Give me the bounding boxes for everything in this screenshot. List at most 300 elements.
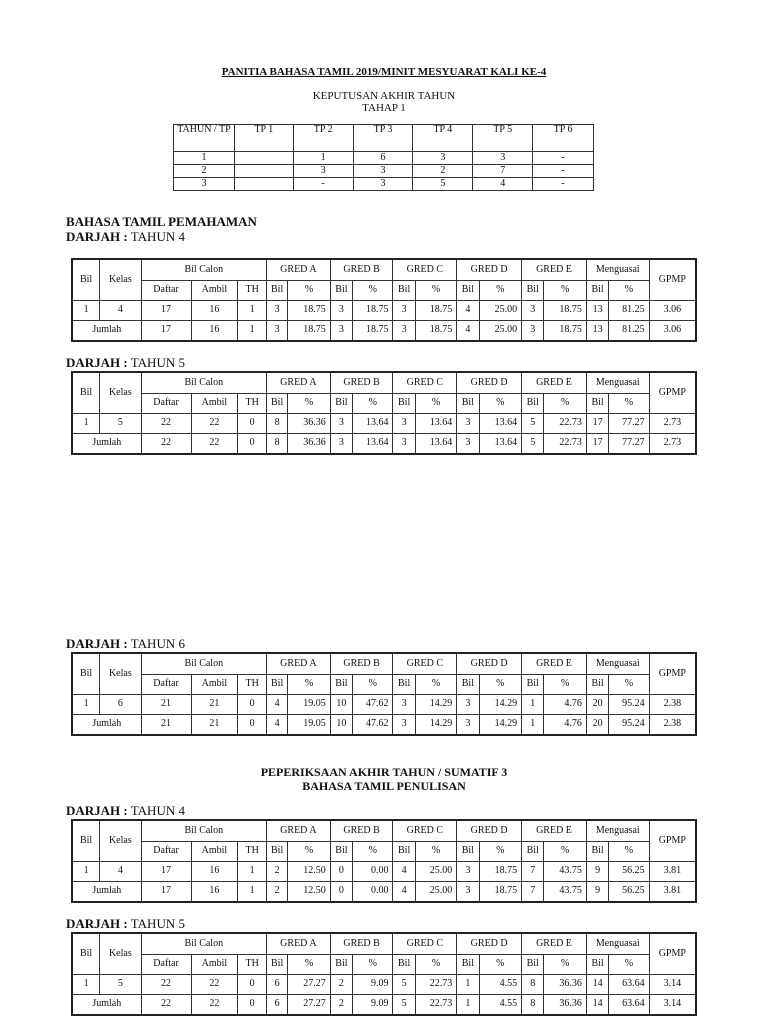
table-row xyxy=(72,862,696,882)
col-header-gred-d: GRED D xyxy=(457,653,522,675)
col-header-bil: Bil xyxy=(330,675,352,695)
darjah-label-3 xyxy=(66,636,185,652)
col-header-gpmp: GPMP xyxy=(649,933,696,975)
darjah-value: TAHUN 5 xyxy=(130,355,185,370)
total-cell: 0 xyxy=(330,882,352,903)
tp-cell: - xyxy=(293,178,353,191)
result-table xyxy=(71,932,697,1016)
total-cell: 19.05 xyxy=(288,715,331,736)
total-cell: 22 xyxy=(191,434,238,455)
total-cell: 4.55 xyxy=(479,995,522,1016)
total-cell: 0.00 xyxy=(353,882,393,903)
total-cell: 81.25 xyxy=(609,321,649,342)
data-cell: 3 xyxy=(330,414,352,434)
col-header-bil: Bil xyxy=(267,675,288,695)
data-cell: 77.27 xyxy=(609,414,649,434)
total-row xyxy=(72,882,696,903)
tp-cell: 3 xyxy=(353,178,413,191)
col-header-gred-b: GRED B xyxy=(330,653,393,675)
col-header-gred-c: GRED C xyxy=(393,653,457,675)
col-header-percent: % xyxy=(288,675,331,695)
col-header-gred-a: GRED A xyxy=(267,259,331,281)
data-cell: 36.36 xyxy=(544,975,587,995)
data-cell: 1 xyxy=(72,414,100,434)
col-header-gred-c: GRED C xyxy=(393,259,457,281)
total-cell: 0 xyxy=(238,434,267,455)
col-header-ambil: Ambil xyxy=(191,394,238,414)
table-row xyxy=(72,695,696,715)
col-header-percent: % xyxy=(479,281,522,301)
result-table xyxy=(71,652,697,736)
col-header-bil: Bil xyxy=(330,281,352,301)
col-header-bil: Bil xyxy=(522,675,544,695)
data-cell: 4 xyxy=(100,862,141,882)
total-cell: 7 xyxy=(522,882,544,903)
data-cell: 1 xyxy=(238,862,267,882)
data-cell: 18.75 xyxy=(415,301,456,321)
col-header-gred-d: GRED D xyxy=(457,820,522,842)
col-header-percent: % xyxy=(544,675,587,695)
col-header-ambil: Ambil xyxy=(191,281,238,301)
tp-cell: 3 xyxy=(174,178,235,191)
tp-cell: - xyxy=(533,152,594,165)
total-cell: 21 xyxy=(141,715,191,736)
data-cell: 13 xyxy=(586,301,608,321)
col-header-th: TH xyxy=(238,394,267,414)
total-cell: 17 xyxy=(586,434,608,455)
total-cell: 21 xyxy=(191,715,238,736)
col-header-gred-c: GRED C xyxy=(393,372,457,394)
data-cell: 2 xyxy=(267,862,288,882)
total-cell: 3 xyxy=(393,715,415,736)
col-header-percent: % xyxy=(544,955,587,975)
subheader-row xyxy=(72,281,696,301)
data-cell: 18.75 xyxy=(544,301,587,321)
total-cell: 22 xyxy=(141,434,191,455)
data-cell: 47.62 xyxy=(353,695,393,715)
data-cell: 81.25 xyxy=(609,301,649,321)
subtitle-keputusan: KEPUTUSAN AKHIR TAHUN xyxy=(312,90,456,102)
data-cell: 1 xyxy=(522,695,544,715)
col-header-gred-b: GRED B xyxy=(330,259,393,281)
total-cell: 1 xyxy=(457,995,479,1016)
total-cell: 8 xyxy=(267,434,288,455)
col-header-menguasai: Menguasai xyxy=(586,259,649,281)
total-cell: 14.29 xyxy=(415,715,456,736)
data-cell: 3 xyxy=(393,301,415,321)
total-cell: 3.06 xyxy=(649,321,696,342)
total-cell: 16 xyxy=(191,882,238,903)
tp-header-cell: TP 2 xyxy=(293,125,353,152)
darjah-value: TAHUN 4 xyxy=(130,803,185,818)
total-cell: 2 xyxy=(330,995,352,1016)
data-cell: 17 xyxy=(586,414,608,434)
total-label: Jumlah xyxy=(72,882,141,903)
result-table-container xyxy=(71,819,697,903)
data-cell: 3 xyxy=(522,301,544,321)
col-header-ambil: Ambil xyxy=(191,955,238,975)
data-cell: 5 xyxy=(100,975,141,995)
total-cell: 3 xyxy=(330,434,352,455)
col-header-bil: Bil xyxy=(393,842,415,862)
col-header-percent: % xyxy=(479,955,522,975)
data-cell: 3.14 xyxy=(649,975,696,995)
total-label: Jumlah xyxy=(72,995,141,1016)
col-header-percent: % xyxy=(353,842,393,862)
data-cell: 1 xyxy=(72,975,100,995)
col-header-gred-e: GRED E xyxy=(522,259,587,281)
col-header-bil: Bil xyxy=(330,394,352,414)
data-cell: 22 xyxy=(141,414,191,434)
col-header-menguasai: Menguasai xyxy=(586,933,649,955)
col-header-bil: Bil xyxy=(522,281,544,301)
header-row xyxy=(72,259,696,281)
col-header-percent: % xyxy=(609,955,649,975)
darjah-value: TAHUN 6 xyxy=(130,636,185,651)
header-row xyxy=(72,820,696,842)
subheader-row xyxy=(72,842,696,862)
darjah-value: TAHUN 5 xyxy=(130,916,185,931)
data-cell: 18.75 xyxy=(288,301,331,321)
total-cell: 12.50 xyxy=(288,882,331,903)
total-cell: 77.27 xyxy=(609,434,649,455)
darjah-label-4 xyxy=(66,803,185,819)
total-cell: 22 xyxy=(141,995,191,1016)
tp-cell: 3 xyxy=(413,152,473,165)
data-cell: 6 xyxy=(267,975,288,995)
data-cell: 9 xyxy=(586,862,608,882)
tp-cell: 3 xyxy=(293,165,353,178)
darjah-label-2 xyxy=(66,355,185,371)
col-header-bil: Bil xyxy=(586,842,608,862)
data-cell: 19.05 xyxy=(288,695,331,715)
total-cell: 22.73 xyxy=(415,995,456,1016)
col-header-bil: Bil xyxy=(586,675,608,695)
data-cell: 5 xyxy=(100,414,141,434)
data-cell: 7 xyxy=(522,862,544,882)
data-cell: 3 xyxy=(457,695,479,715)
data-cell: 3 xyxy=(267,301,288,321)
data-cell: 0.00 xyxy=(353,862,393,882)
col-header-percent: % xyxy=(353,394,393,414)
data-cell: 18.75 xyxy=(479,862,522,882)
data-cell: 27.27 xyxy=(288,975,331,995)
col-header-bil: Bil xyxy=(457,842,479,862)
total-cell: 4 xyxy=(393,882,415,903)
tp-row xyxy=(174,152,594,165)
col-header-percent: % xyxy=(609,675,649,695)
tp-cell: 2 xyxy=(174,165,235,178)
darjah-label-1 xyxy=(66,229,185,245)
total-row xyxy=(72,995,696,1016)
col-header-bil: Bil xyxy=(393,675,415,695)
tp-cell: - xyxy=(533,178,594,191)
total-cell: 2.73 xyxy=(649,434,696,455)
total-cell: 9 xyxy=(586,882,608,903)
darjah-prefix: DARJAH : xyxy=(66,636,128,651)
total-label: Jumlah xyxy=(72,434,141,455)
total-cell: 20 xyxy=(586,715,608,736)
data-cell: 10 xyxy=(330,695,352,715)
total-cell: 25.00 xyxy=(415,882,456,903)
data-cell: 1 xyxy=(238,301,267,321)
data-cell: 25.00 xyxy=(479,301,522,321)
tp-cell: 4 xyxy=(473,178,533,191)
total-row xyxy=(72,715,696,736)
col-header-bil: Bil xyxy=(522,394,544,414)
data-cell: 2.38 xyxy=(649,695,696,715)
data-cell: 3.06 xyxy=(649,301,696,321)
col-header-percent: % xyxy=(353,675,393,695)
subheader-row xyxy=(72,955,696,975)
col-header-bil-calon: Bil Calon xyxy=(141,933,266,955)
tp-header-row xyxy=(174,125,594,152)
tp-header-cell: TP 1 xyxy=(234,125,293,152)
tp-row xyxy=(174,165,594,178)
col-header-gpmp: GPMP xyxy=(649,372,696,414)
data-cell: 4 xyxy=(100,301,141,321)
col-header-kelas: Kelas xyxy=(100,820,141,862)
total-cell: 63.64 xyxy=(609,995,649,1016)
col-header-bil: Bil xyxy=(330,955,352,975)
data-cell: 14 xyxy=(586,975,608,995)
tp-header-cell: TP 4 xyxy=(413,125,473,152)
tp-cell: 2 xyxy=(413,165,473,178)
data-cell: 13.64 xyxy=(479,414,522,434)
tp-row xyxy=(174,178,594,191)
total-cell: 14 xyxy=(586,995,608,1016)
data-cell: 22.73 xyxy=(544,414,587,434)
col-header-percent: % xyxy=(479,675,522,695)
data-cell: 3 xyxy=(393,695,415,715)
result-table-container xyxy=(71,932,697,1016)
col-header-bil: Bil xyxy=(72,259,100,301)
total-cell: 13.64 xyxy=(415,434,456,455)
total-cell: 22.73 xyxy=(544,434,587,455)
col-header-bil: Bil xyxy=(330,842,352,862)
col-header-percent: % xyxy=(609,281,649,301)
total-cell: 17 xyxy=(141,882,191,903)
total-cell: 5 xyxy=(393,995,415,1016)
col-header-th: TH xyxy=(238,842,267,862)
data-cell: 9.09 xyxy=(353,975,393,995)
total-cell: 8 xyxy=(522,995,544,1016)
total-cell: 36.36 xyxy=(288,434,331,455)
data-cell: 6 xyxy=(100,695,141,715)
data-cell: 22 xyxy=(141,975,191,995)
total-cell: 17 xyxy=(141,321,191,342)
total-cell: 2.38 xyxy=(649,715,696,736)
tp-cell: - xyxy=(533,165,594,178)
col-header-percent: % xyxy=(415,281,456,301)
total-cell: 47.62 xyxy=(353,715,393,736)
col-header-bil: Bil xyxy=(72,933,100,975)
darjah-prefix: DARJAH : xyxy=(66,355,128,370)
tp-cell: 5 xyxy=(413,178,473,191)
col-header-gpmp: GPMP xyxy=(649,259,696,301)
total-label: Jumlah xyxy=(72,321,141,342)
col-header-bil: Bil xyxy=(393,281,415,301)
data-cell: 95.24 xyxy=(609,695,649,715)
col-header-daftar: Daftar xyxy=(141,394,191,414)
data-cell: 8 xyxy=(267,414,288,434)
data-cell: 16 xyxy=(191,862,238,882)
data-cell: 17 xyxy=(141,301,191,321)
total-cell: 0 xyxy=(238,715,267,736)
col-header-bil: Bil xyxy=(72,653,100,695)
col-header-daftar: Daftar xyxy=(141,955,191,975)
col-header-gred-e: GRED E xyxy=(522,933,587,955)
data-cell: 1 xyxy=(72,301,100,321)
tp-cell: 1 xyxy=(174,152,235,165)
col-header-percent: % xyxy=(353,281,393,301)
total-cell: 1 xyxy=(238,882,267,903)
total-cell: 3 xyxy=(522,321,544,342)
col-header-gred-b: GRED B xyxy=(330,933,393,955)
col-header-percent: % xyxy=(353,955,393,975)
col-header-bil: Bil xyxy=(457,394,479,414)
col-header-th: TH xyxy=(238,955,267,975)
col-header-bil: Bil xyxy=(267,394,288,414)
data-cell: 3.81 xyxy=(649,862,696,882)
total-cell: 16 xyxy=(191,321,238,342)
result-table-container xyxy=(71,258,697,342)
section-heading-penulisan: BAHASA TAMIL PENULISAN xyxy=(302,779,466,793)
col-header-bil: Bil xyxy=(522,842,544,862)
data-cell: 0 xyxy=(238,414,267,434)
page-title: PANITIA BAHASA TAMIL 2019/MINIT MESYUARAT KALI KE-4 xyxy=(221,66,547,78)
col-header-gred-e: GRED E xyxy=(522,820,587,842)
total-cell: 2 xyxy=(267,882,288,903)
col-header-gred-e: GRED E xyxy=(522,653,587,675)
darjah-label-5 xyxy=(66,916,185,932)
data-cell: 22 xyxy=(191,414,238,434)
total-cell: 13 xyxy=(586,321,608,342)
col-header-percent: % xyxy=(288,842,331,862)
table-row xyxy=(72,414,696,434)
data-cell: 1 xyxy=(72,695,100,715)
total-row xyxy=(72,434,696,455)
total-cell: 4 xyxy=(457,321,479,342)
data-cell: 13.64 xyxy=(415,414,456,434)
data-cell: 20 xyxy=(586,695,608,715)
col-header-bil-calon: Bil Calon xyxy=(141,259,266,281)
col-header-percent: % xyxy=(415,394,456,414)
col-header-percent: % xyxy=(479,842,522,862)
total-cell: 13.64 xyxy=(479,434,522,455)
col-header-bil: Bil xyxy=(457,955,479,975)
data-cell: 4 xyxy=(393,862,415,882)
col-header-gpmp: GPMP xyxy=(649,820,696,862)
col-header-bil: Bil xyxy=(586,281,608,301)
darjah-prefix: DARJAH : xyxy=(66,229,128,244)
data-cell: 1 xyxy=(72,862,100,882)
col-header-gred-b: GRED B xyxy=(330,372,393,394)
total-cell: 5 xyxy=(522,434,544,455)
col-header-percent: % xyxy=(415,842,456,862)
tp-cell xyxy=(234,178,293,191)
data-cell: 4.55 xyxy=(479,975,522,995)
total-cell: 6 xyxy=(267,995,288,1016)
data-cell: 21 xyxy=(191,695,238,715)
data-cell: 36.36 xyxy=(288,414,331,434)
total-row xyxy=(72,321,696,342)
data-cell: 8 xyxy=(522,975,544,995)
subtitle-tahap: TAHAP 1 xyxy=(362,102,406,114)
col-header-bil: Bil xyxy=(586,394,608,414)
total-cell: 3.81 xyxy=(649,882,696,903)
table-row xyxy=(72,301,696,321)
data-cell: 1 xyxy=(457,975,479,995)
col-header-bil-calon: Bil Calon xyxy=(141,653,266,675)
col-header-bil: Bil xyxy=(72,820,100,862)
total-cell: 13.64 xyxy=(353,434,393,455)
col-header-th: TH xyxy=(238,281,267,301)
col-header-gred-a: GRED A xyxy=(267,820,331,842)
total-cell: 3 xyxy=(457,882,479,903)
tp-cell: 3 xyxy=(473,152,533,165)
total-cell: 3 xyxy=(393,434,415,455)
darjah-value: TAHUN 4 xyxy=(130,229,185,244)
col-header-kelas: Kelas xyxy=(100,933,141,975)
result-table-container xyxy=(71,371,697,455)
result-table xyxy=(71,371,697,455)
tp-cell xyxy=(234,152,293,165)
tp-table xyxy=(173,124,594,191)
data-cell: 4 xyxy=(267,695,288,715)
data-cell: 0 xyxy=(238,975,267,995)
col-header-ambil: Ambil xyxy=(191,675,238,695)
col-header-bil: Bil xyxy=(457,675,479,695)
table-row xyxy=(72,975,696,995)
col-header-gred-c: GRED C xyxy=(393,820,457,842)
total-cell: 9.09 xyxy=(353,995,393,1016)
col-header-percent: % xyxy=(415,675,456,695)
subheader-row xyxy=(72,394,696,414)
data-cell: 17 xyxy=(141,862,191,882)
col-header-gred-d: GRED D xyxy=(457,933,522,955)
tp-cell xyxy=(234,165,293,178)
col-header-bil: Bil xyxy=(457,281,479,301)
col-header-th: TH xyxy=(238,675,267,695)
col-header-bil: Bil xyxy=(72,372,100,414)
total-cell: 1 xyxy=(238,321,267,342)
col-header-bil: Bil xyxy=(586,955,608,975)
tp-header-cell: TP 3 xyxy=(353,125,413,152)
col-header-gred-d: GRED D xyxy=(457,259,522,281)
col-header-percent: % xyxy=(609,842,649,862)
col-header-menguasai: Menguasai xyxy=(586,372,649,394)
data-cell: 18.75 xyxy=(353,301,393,321)
total-cell: 14.29 xyxy=(479,715,522,736)
total-cell: 3 xyxy=(457,715,479,736)
col-header-menguasai: Menguasai xyxy=(586,820,649,842)
data-cell: 3 xyxy=(393,414,415,434)
header-row xyxy=(72,653,696,675)
col-header-gred-e: GRED E xyxy=(522,372,587,394)
col-header-gred-a: GRED A xyxy=(267,653,331,675)
total-cell: 18.75 xyxy=(415,321,456,342)
col-header-percent: % xyxy=(544,394,587,414)
header-row xyxy=(72,933,696,955)
total-cell: 36.36 xyxy=(544,995,587,1016)
total-cell: 18.75 xyxy=(544,321,587,342)
result-table xyxy=(71,819,697,903)
data-cell: 22.73 xyxy=(415,975,456,995)
col-header-percent: % xyxy=(479,394,522,414)
total-cell: 18.75 xyxy=(288,321,331,342)
col-header-percent: % xyxy=(288,281,331,301)
